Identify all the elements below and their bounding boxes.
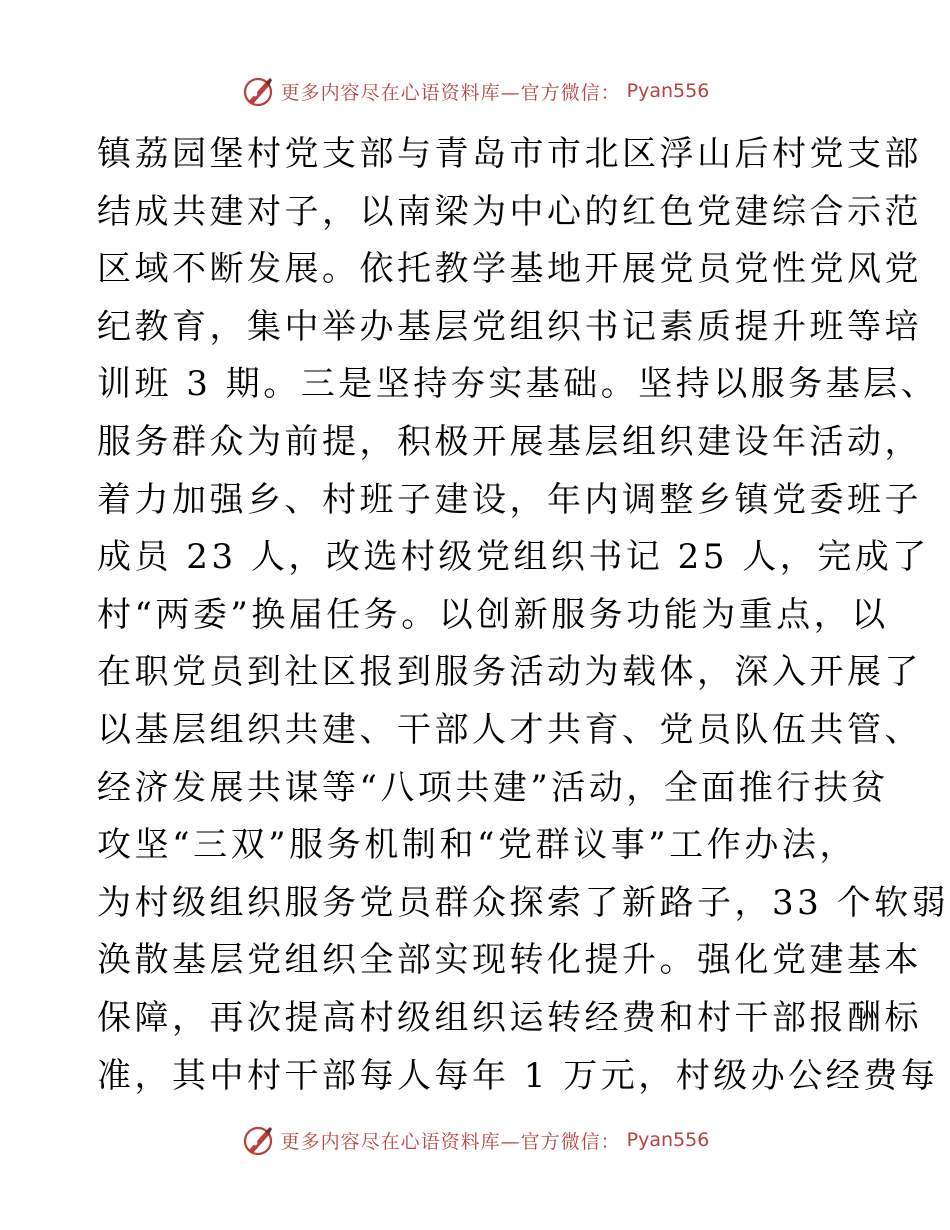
body-line: 训班 3 期。三是坚持夯实基础。坚持以服务基层、 xyxy=(97,364,939,405)
pen-seal-logo-icon xyxy=(241,1123,275,1157)
document-body xyxy=(97,126,950,1105)
body-line: 涣散基层党组织全部实现转化提升。强化党建基本 xyxy=(97,940,922,981)
body-line: 准，其中村干部每人每年 1 万元，村级办公经费每 xyxy=(97,1055,939,1096)
banner-text: 更多内容尽在心语资料库—官方微信： xyxy=(280,81,621,104)
pen-seal-logo-icon xyxy=(241,74,275,108)
body-line: 服务群众为前提，积极开展基层组织建设年活动， xyxy=(97,421,922,462)
body-line: 纪教育，集中举办基层党组织书记素质提升班等培 xyxy=(97,306,922,347)
body-line: 经济发展共谋等“八项共建”活动，全面推行扶贫 xyxy=(97,767,889,808)
body-line: 区域不断发展。依托教学基地开展党员党性党风党 xyxy=(97,249,922,290)
body-line: 村“两委”换届任务。以创新服务功能为重点，以 xyxy=(97,594,889,635)
body-line: 成员 23 人，改选村级党组织书记 25 人，完成了 xyxy=(97,537,930,578)
footer-watermark-banner xyxy=(0,1120,950,1160)
body-line: 着力加强乡、村班子建设，年内调整乡镇党委班子 xyxy=(97,479,922,520)
body-line: 攻坚“三双”服务机制和“党群议事”工作办法， xyxy=(97,825,857,866)
body-line: 保障，再次提高村级组织运转经费和村干部报酬标 xyxy=(97,997,922,1038)
body-line: 在职党员到社区报到服务活动为载体，深入开展了 xyxy=(97,652,922,693)
banner-text: 更多内容尽在心语资料库—官方微信： xyxy=(280,1130,621,1153)
body-line: 以基层组织共建、干部人才共育、党员队伍共管、 xyxy=(97,709,922,750)
banner-wechat-id: Pyan556 xyxy=(626,80,710,102)
header-watermark-banner xyxy=(0,71,950,111)
body-line: 为村级组织服务党员群众探索了新路子，33 个软弱 xyxy=(97,882,950,923)
body-line: 镇荔园堡村党支部与青岛市市北区浮山后村党支部 xyxy=(97,134,922,174)
banner-wechat-id: Pyan556 xyxy=(626,1129,710,1151)
body-line: 结成共建对子，以南梁为中心的红色党建综合示范 xyxy=(97,191,922,232)
